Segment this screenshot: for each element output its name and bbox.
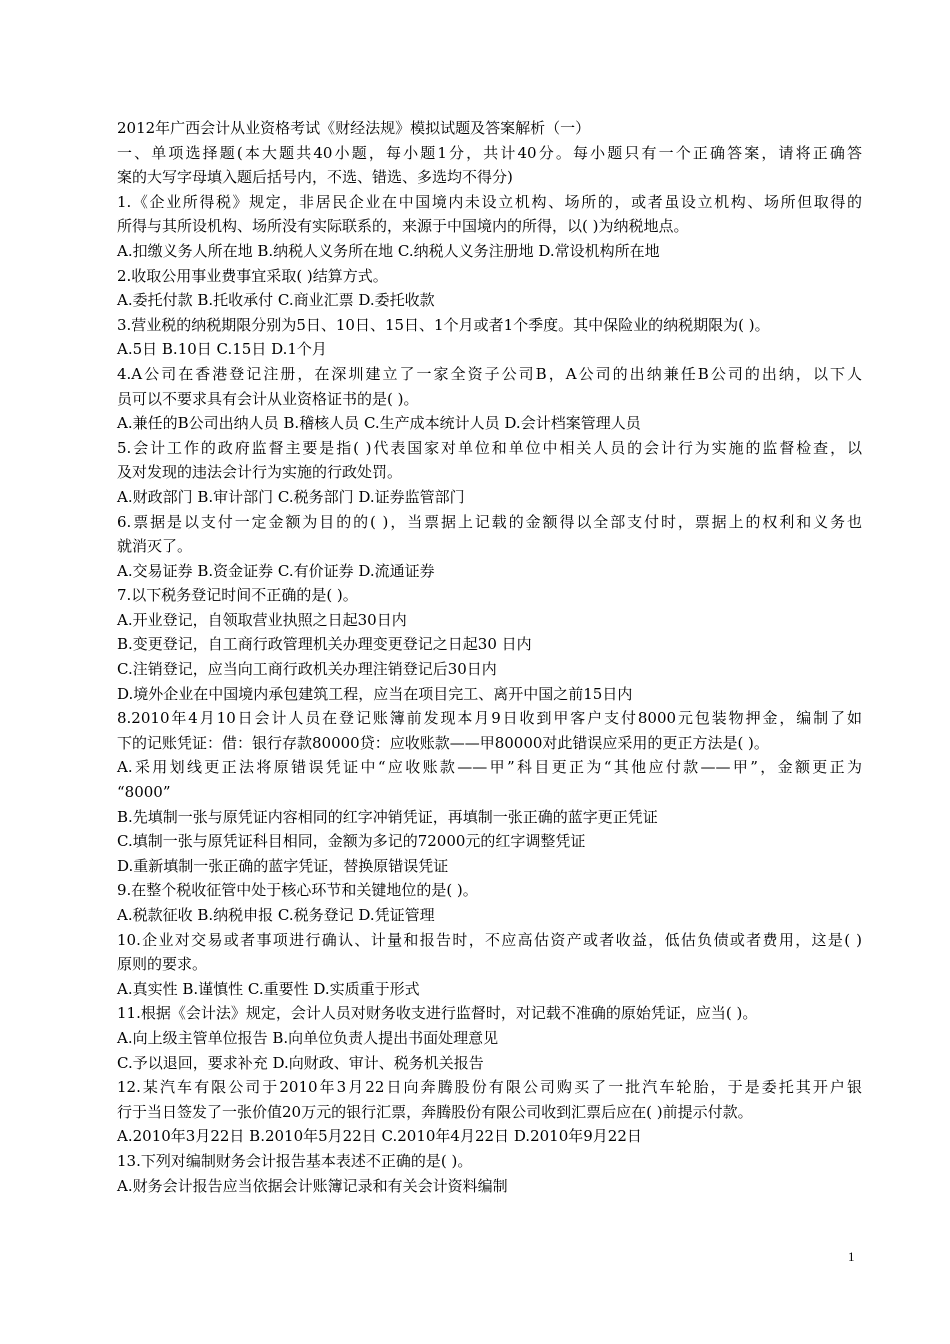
question-11-options-ab: A.向上级主管单位报告 B.向单位负责人提出书面处理意见 [117, 1028, 499, 1047]
question-5-cont: 及对发现的违法会计行为实施的行政处罚。 [117, 463, 403, 482]
question-2-options: A.委托付款 B.托收承付 C.商业汇票 D.委托收款 [117, 291, 435, 310]
question-1-cont: 所得与其所设机构、场所没有实际联系的，来源于中国境内的所得，以( )为纳税地点。 [117, 217, 689, 236]
question-5-options: A.财政部门 B.审计部门 C.税务部门 D.证券监管部门 [117, 487, 465, 506]
question-2: 2.收取公用事业费事宜采取( )结算方式。 [117, 266, 388, 285]
question-9-options: A.税款征收 B.纳税申报 C.税务登记 D.凭证管理 [117, 906, 435, 924]
question-7-option-a: A.开业登记，自领取营业执照之日起30日内 [117, 610, 407, 629]
question-8-option-d: D.重新填制一张正确的蓝字凭证，替换原错误凭证 [117, 856, 449, 875]
question-12-cont: 行于当日签发了一张价值20万元的银行汇票，奔腾股份有限公司收到汇票后应在( )前提示付款。 [117, 1102, 753, 1121]
question-7-option-d: D.境外企业在中国境内承包建筑工程，应当在项目完工、离开中国之前15日内 [117, 684, 633, 703]
question-1-options: A.扣缴义务人所在地 B.纳税人义务所在地 C.纳税人义务注册地 D.常设机构所在地 [117, 241, 660, 260]
question-7-option-b: B.变更登记，自工商行政管理机关办理变更登记之日起30 日内 [117, 635, 532, 654]
question-4: 4.A公司在香港登记注册，在深圳建立了一家全资子公司B，A公司的出纳兼任B公司的出纳，以下人 [117, 364, 862, 383]
question-7: 7.以下税务登记时间不正确的是( )。 [117, 586, 358, 605]
page-number: 1 [848, 1249, 855, 1264]
question-1: 1.《企业所得税》规定，非居民企业在中国境内未设立机构、场所的，或者虽设立机构、场所但取得的 [117, 192, 862, 211]
question-13: 13.下列对编制财务会计报告基本表述不正确的是( )。 [117, 1151, 473, 1170]
question-5: 5.会计工作的政府监督主要是指( )代表国家对单位和单位中相关人员的会计行为实施的监督检查，以 [117, 438, 862, 457]
question-13-option-a: A.财务会计报告应当依据会计账簿记录和有关会计资料编制 [117, 1176, 508, 1195]
question-7-option-c: C.注销登记，应当向工商行政机关办理注销登记后30日内 [117, 660, 497, 679]
question-10-options: A.真实性 B.谨慎性 C.重要性 D.实质重于形式 [117, 979, 420, 998]
section-heading: 一、单项选择题(本大题共40小题，每小题1分，共计40分。每小题只有一个正确答案，请将正确答 [117, 143, 862, 162]
question-8-option-b: B.先填制一张与原凭证内容相同的红字冲销凭证，再填制一张正确的蓝字更正凭证 [117, 807, 658, 826]
question-8-cont: 下的记账凭证：借：银行存款80000贷：应收账款——甲80000对此错误应采用的更正方法是( )。 [117, 733, 769, 752]
question-12-options: A.2010年3月22日 B.2010年5月22日 C.2010年4月22日 D.2010年9月22日 [117, 1127, 642, 1146]
question-8-option-a: A.采用划线更正法将原错误凭证中“应收账款——甲”科目更正为“其他应付款——甲”，金额更正为 [117, 758, 862, 777]
question-6-cont: 就消灭了。 [117, 537, 193, 556]
question-9: 9.在整个税收征管中处于核心环节和关键地位的是( )。 [117, 881, 478, 900]
question-8: 8.2010年4月10日会计人员在登记账簿前发现本月9日收到甲客户支付8000元包装物押金，编制了如 [117, 709, 862, 728]
question-3: 3.营业税的纳税期限分别为5日、10日、15日、1个月或者1个季度。其中保险业的纳税期限为( )。 [117, 315, 770, 334]
question-4-cont: 员可以不要求具有会计从业资格证书的是( )。 [117, 389, 419, 408]
question-11-options-cd: C.予以退回，要求补充 D.向财政、审计、税务机关报告 [117, 1053, 484, 1072]
section-heading-cont: 案的大写字母填入题后括号内，不选、错选、多选均不得分) [117, 168, 513, 187]
document-title: 2012年广西会计从业资格考试《财经法规》模拟试题及答案解析（一） [117, 119, 591, 137]
question-10-cont: 原则的要求。 [117, 955, 208, 974]
question-6: 6.票据是以支付一定金额为目的的( )，当票据上记载的金额得以全部支付时，票据上的权利和义务也 [117, 512, 862, 531]
question-8-option-a-cont: “8000” [117, 783, 171, 802]
question-4-options: A.兼任的B公司出纳人员 B.稽核人员 C.生产成本统计人员 D.会计档案管理人员 [117, 414, 641, 433]
question-12: 12.某汽车有限公司于2010年3月22日向奔腾股份有限公司购买了一批汽车轮胎，于是委托其开户银 [117, 1078, 862, 1097]
question-3-options: A.5日 B.10日 C.15日 D.1个月 [117, 340, 327, 359]
question-11: 11.根据《会计法》规定，会计人员对财务收支进行监督时，对记载不准确的原始凭证，应当( )。 [117, 1004, 758, 1023]
question-8-option-c: C.填制一张与原凭证科目相同，金额为多记的72000元的红字调整凭证 [117, 832, 586, 851]
question-6-options: A.交易证券 B.资金证券 C.有价证券 D.流通证券 [117, 561, 435, 580]
document-body [117, 116, 862, 1198]
question-10: 10.企业对交易或者事项进行确认、计量和报告时，不应高估资产或者收益，低估负债或者费用，这是( ) [117, 930, 862, 949]
